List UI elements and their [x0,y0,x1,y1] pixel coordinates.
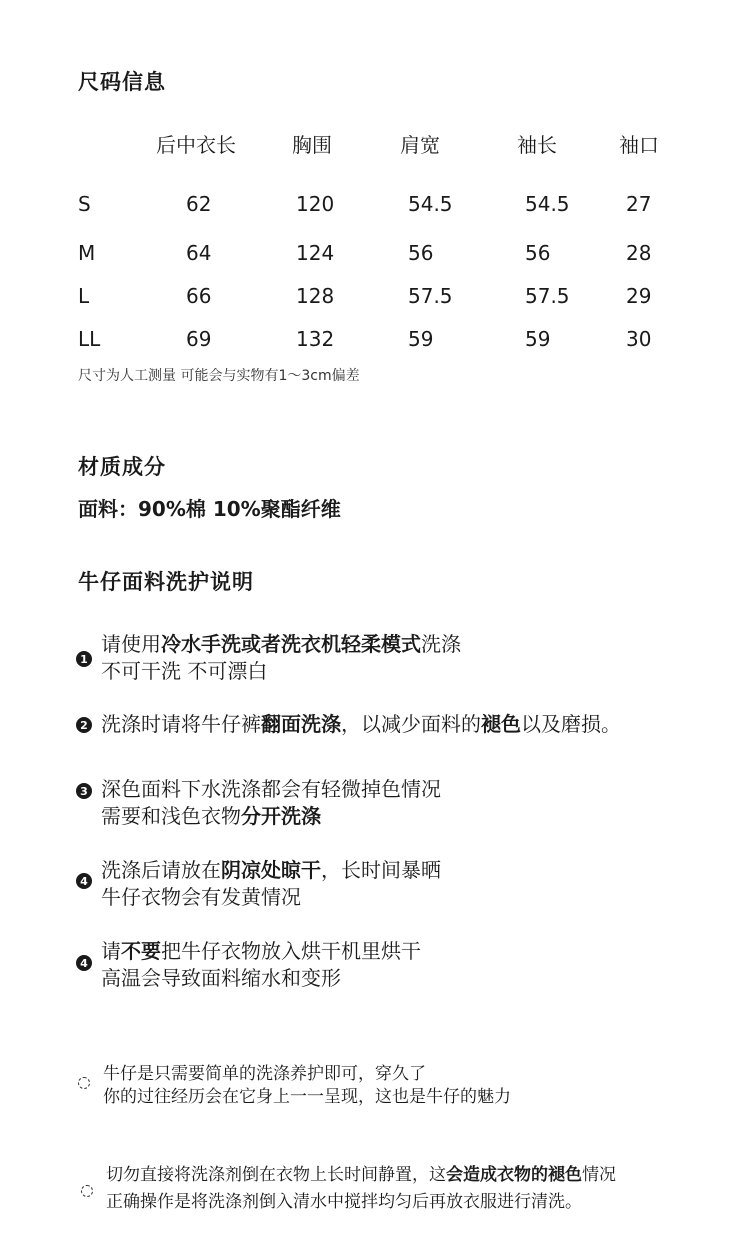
header-back-length: 后中衣长 [156,133,236,157]
emphasis: 冷水手洗或者洗衣机轻柔模式 [161,632,421,656]
material-section-title: 材质成分 [78,455,166,479]
table-cell: 27 [626,192,652,216]
tip-1-line2: 你的过往经历会在它身上一一呈现，这也是牛仔的魅力 [103,1087,511,1107]
emphasis: 翻面洗涤 [261,712,341,736]
text: 需要和浅色衣物 [101,804,241,828]
header-cuff: 袖口 [619,133,659,157]
care-section-title: 牛仔面料洗护说明 [78,570,254,594]
text: 请使用 [101,632,161,656]
care-item-5-line2: 高温会导致面料缩水和变形 [101,966,341,990]
tip-2-line1 [106,1163,616,1187]
fabric-composition: 面料：90%棉 10%聚酯纤维 [78,497,341,521]
table-cell: 28 [626,241,652,265]
text: ，以减少面料的 [341,712,481,736]
number-2-icon: 2 [76,717,92,733]
care-item-4-line2: 牛仔衣物会有发黄情况 [101,885,301,909]
number-4-icon: 4 [76,955,92,971]
table-cell: 30 [626,327,652,351]
emphasis: 阴凉处晾干 [221,858,321,882]
care-item-3-line2 [101,803,321,830]
table-cell: 128 [296,284,335,308]
table-cell: 56 [408,241,434,265]
emphasis: 褪色 [481,712,521,736]
table-cell: 64 [186,241,212,265]
tip-1-line1: 牛仔是只需要简单的洗涤养护即可，穿久了 [103,1064,426,1084]
text: 情况 [582,1165,616,1185]
size-label: LL [78,327,101,351]
table-cell: 54.5 [408,192,453,216]
number-4-icon: 4 [76,873,92,889]
care-item-1-line2: 不可干洗 不可漂白 [101,659,268,683]
care-item-2-line1 [101,711,621,738]
header-shoulder: 肩宽 [400,133,440,157]
care-item-4-line1 [101,857,441,884]
emphasis: 不要 [121,939,161,963]
care-item-3-line1: 深色面料下水洗涤都会有轻微掉色情况 [101,777,441,801]
table-cell: 69 [186,327,212,351]
care-item-5-line1 [101,938,421,965]
text: 以及磨损。 [521,712,621,736]
size-section-title: 尺码信息 [78,70,166,94]
text: 切勿直接将洗涤剂倒在衣物上长时间静置，这 [106,1165,446,1185]
size-label: L [78,284,90,308]
table-cell: 62 [186,192,212,216]
size-label: M [78,241,96,265]
table-cell: 66 [186,284,212,308]
measurement-note: 尺寸为人工测量 可能会与实物有1～3cm偏差 [78,368,360,384]
table-cell: 132 [296,327,335,351]
text: 请 [101,939,121,963]
table-cell: 124 [296,241,335,265]
dashed-circle-icon [78,1077,90,1089]
header-chest: 胸围 [292,133,332,157]
header-sleeve-length: 袖长 [517,133,557,157]
text: 洗涤时请将牛仔裤 [101,712,261,736]
emphasis: 会造成衣物的褪色 [446,1165,582,1185]
dashed-circle-icon [81,1185,93,1197]
table-cell: 57.5 [525,284,570,308]
table-cell: 120 [296,192,335,216]
text: 洗涤 [421,632,461,656]
care-item-1-line1 [101,631,461,658]
table-cell: 59 [525,327,551,351]
emphasis: 分开洗涤 [241,804,321,828]
table-cell: 59 [408,327,434,351]
text: 把牛仔衣物放入烘干机里烘干 [161,939,421,963]
tip-2-line2: 正确操作是将洗涤剂倒入清水中搅拌均匀后再放衣服进行清洗。 [106,1192,582,1212]
text: 洗涤后请放在 [101,858,221,882]
table-cell: 54.5 [525,192,570,216]
number-3-icon: 3 [76,783,92,799]
text: ，长时间暴晒 [321,858,441,882]
table-cell: 57.5 [408,284,453,308]
number-1-icon: 1 [76,651,92,667]
table-cell: 29 [626,284,652,308]
table-cell: 56 [525,241,551,265]
size-label: S [78,192,91,216]
